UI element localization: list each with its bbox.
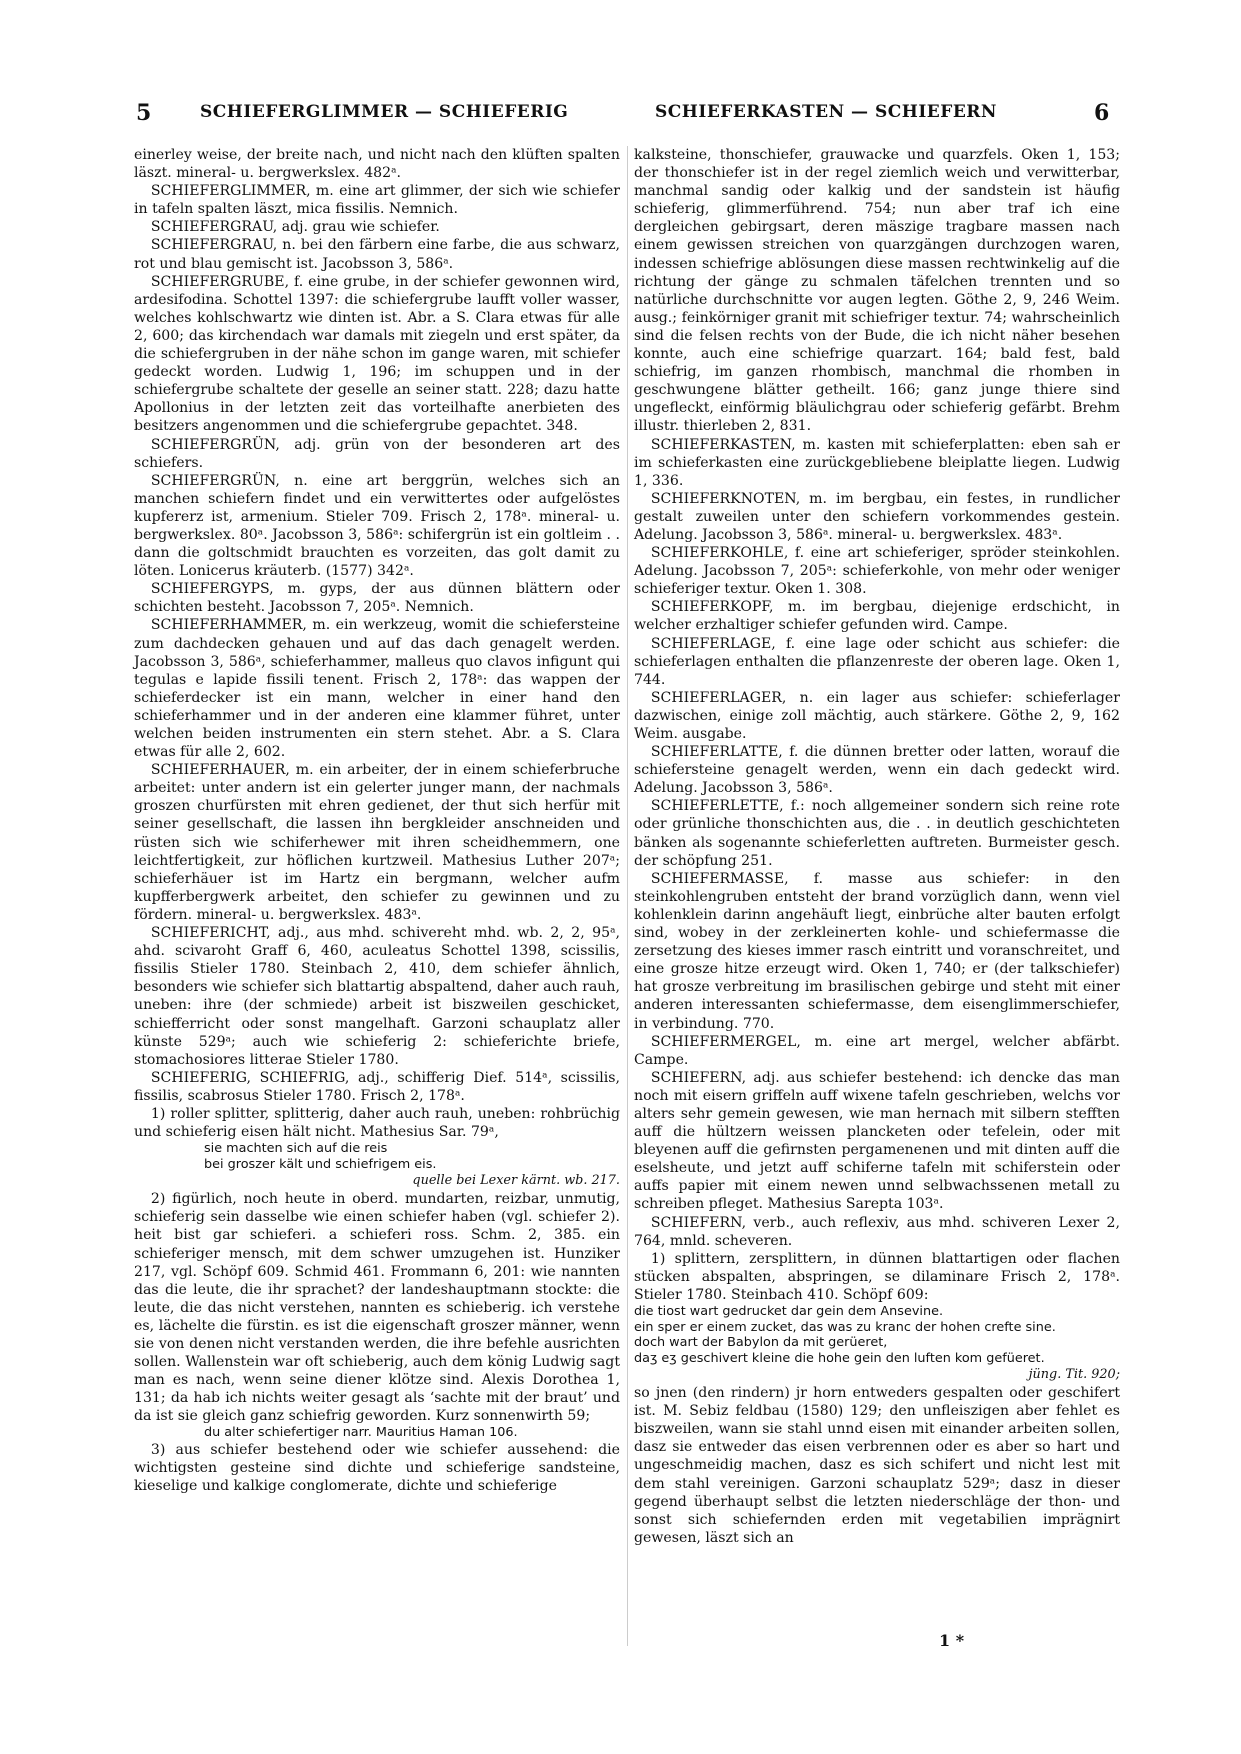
left-entry-paragraph: quelle bei Lexer kärnt. wb. 217. — [412, 1173, 620, 1189]
right-entry-paragraph: SCHIEFERMASSE, f. masse aus schiefer: in den steinkohlengruben entsteht der brand vorzüglich dann, wenn viel kohlenklein darinn angehäuft liegt, einbrüche alter bauten erfolgt sind, wobey in der zerkleinerten kohle- und schiefermasse die zersetzung des kieses immer rasch eintritt und voranschreitet, und eine grosze hitze erzeugt wird. Oken 1, 740; er (der talkschiefer) hat grosze verbreitung im brasilischen gebirge und steht mit einer anderen interessanten schiefermasse, dem eisenglimmerschiefer, in verbindung. 770. — [634, 870, 1120, 1032]
right-entry-paragraph: 1) splittern, zersplittern, in dünnen blattartigen oder flachen stücken abspalten, abspringen, se dilaminare Frisch 2, 178ᵃ. Stieler 1780. Steinbach 410. Schöpf 609: — [634, 1250, 1120, 1303]
right-entry-paragraph: SCHIEFERLAGER, n. ein lager aus schiefer: schieferlager dazwischen, einige zoll mächtig, auch stärkere. Göthe 2, 9, 162 Weim. ausgabe. — [634, 689, 1120, 742]
left-running-head: SCHIEFERGLIMMER — SCHIEFERIG — [200, 102, 569, 122]
right-entry-paragraph: jüng. Tit. 920; — [1028, 1367, 1120, 1382]
right-entry-paragraph: die tiost wart gedrucket dar gein dem Ansevine. ein sper er einem zucket, das was zu kranc der hohen crefte sine. doch wart der Babylon da mit gerüeret, daʒ eʒ geschivert kleine die hohe gein den luften kom gefüeret. — [634, 1304, 1056, 1366]
left-entry-paragraph: SCHIEFERGRÜN, n. eine art berggrün, welches sich an manchen schiefern findet und ein verwittertes oder aufgelöstes kupfererz ist, armenium. Stieler 709. Frisch 2, 178ᵃ. mineral- u. bergwerkslex. 80ᵃ. Jacobsson 3, 586ᵃ: schifergrün ist ein goltleim . . dann die goltschmidt brauchten es vorzeiten, das golt damit zu löten. Lonicerus kräuterb. (1577) 342ᵃ. — [134, 472, 620, 580]
left-entry-paragraph: du alter schiefertiger narr. Mauritius Haman 106. — [204, 1425, 518, 1441]
left-entry-paragraph: SCHIEFERGYPS, m. gyps, der aus dünnen blättern oder schichten besteht. Jacobsson 7, 205ᵃ. Nemnich. — [134, 581, 620, 616]
column-divider — [627, 146, 628, 1646]
right-column — [634, 146, 1120, 1547]
left-entry-paragraph: SCHIEFERGRAU, n. bei den färbern eine farbe, die aus schwarz, rot und blau gemischt ist. Jacobsson 3, 586ᵃ. — [134, 237, 620, 272]
left-entry-paragraph: SCHIEFERHAUER, m. ein arbeiter, der in einem schieferbruche arbeitet: unter andern ist ein gelerter junger mann, der nachmals groszen churfürsten mit ehren gedienet, der thut sich herfür mit seiner gesellschaft, die lassen ihn bergkleider anschneiden und rüsten sich wie schiferhewer mit ihren scheidhemmern, one leichtfertigkeit, zur höflichen kurtzweil. Mathesius Luther 207ᵃ; schieferhäuer ist im Hartz ein bergmann, welcher aufm kupfferbergwerk arbeitet, den schiefer zu gewinnen und zu fördern. mineral- u. bergwerkslex. 483ᵃ. — [134, 762, 620, 923]
right-entry-paragraph: so jnen (den rindern) jr horn entweders gespalten oder geschifert ist. M. Sebiz feldbau (1580) 129; den unfleiszigen aber fehlet es biszweilen, wann sie stahl unnd eisen mit einander arbeiten sollen, dasz sie entweder das eisen verbrennen oder es aber so hart und ungeschmeidig machen, dasz es sich schifert und nicht lest mit dem stahl vereinigen. Garzoni schauplatz 529ᵃ; dasz in dieser gegend überhaupt selbst die letzten niederschläge der thon- und sonst sich schiefernden erden mit vegetabilien imprägnirt gewesen, läszt sich an — [634, 1385, 1120, 1546]
left-entry-paragraph: SCHIEFERGRAU, adj. grau wie schiefer. — [150, 219, 440, 236]
left-entry-paragraph: SCHIEFERGRUBE, f. eine grube, in der schiefer gewonnen wird, ardesifodina. Schottel 1397: die schiefergrube laufft voller wasser, welches kohlschwartz wie dinten ist. Abr. a S. Clara etwas für alle 2, 600; das kirchendach war damals mit ziegeln und erst später, da die schiefergruben in der nähe schon im gange waren, mit schiefer gedeckt worden. Ludwig 1, 196; im schuppen und in der schiefergrube schaltete der geselle an seiner statt. 228; dazu hatte Apollonius in der letzten zeit das vorteilhafte anerbieten des besitzers angenommen und die schiefergrube gepachtet. 348. — [134, 273, 620, 435]
right-page-number: 6 — [1094, 100, 1110, 126]
left-column — [134, 146, 620, 1495]
left-entry-paragraph: SCHIEFERIG, SCHIEFRIG, adj., schifferig Dief. 514ᵃ, scissilis, fissilis, scabrosus Stieler 1780. Frisch 2, 178ᵃ. — [134, 1069, 620, 1104]
page-header — [136, 100, 1108, 132]
left-entry-paragraph: SCHIEFERICHT, adj., aus mhd. schivereht mhd. wb. 2, 2, 95ᵃ, ahd. scivaroht Graff 6, 460, aculeatus Schottel 1398, scissilis, fissilis Stieler 1780. Steinbach 2, 410, dem schiefer ähnlich, besonders wie schiefer sich blattartig abspaltend, daher auch rauh, uneben: ihre (der schmiede) arbeit ist biszweilen geschicket, schiefferricht oder sonst mangelhaft. Garzoni schauplatz aller künste 529ᵃ; auch wie schieferig 2: schieferichte briefe, stomachosiores litterae Stieler 1780. — [134, 925, 620, 1068]
left-entry-paragraph: einerley weise, der breite nach, und nicht nach den klüften spalten läszt. mineral- u. bergwerkslex. 482ᵃ. — [134, 147, 620, 182]
left-entry-paragraph: SCHIEFERHAMMER, m. ein werkzeug, womit die schiefersteine zum dachdecken gehauen und auf das dach genagelt werden. Jacobsson 3, 586ᵃ, schieferhammer, malleus quo clavos infigunt qui tegulas e lapide fissili tenent. Frisch 2, 178ᵃ: das wappen der schieferdecker ist ein mann, welcher in einer hand den schieferhammer und in der anderen eine klammer führet, unter welchen beiden instrumenten ein stern stehet. Abr. a S. Clara etwas für alle 2, 602. — [134, 617, 620, 761]
right-entry-paragraph: SCHIEFERKASTEN, m. kasten mit schieferplatten: eben sah er im schieferkasten eine zurückgebliebene bleiplatte liegen. Ludwig 1, 336. — [634, 436, 1120, 489]
signature-mark: 1 * — [939, 1631, 965, 1650]
left-entry-paragraph: SCHIEFERGLIMMER, m. eine art glimmer, der sich wie schiefer in tafeln spalten läszt, mica fissilis. Nemnich. — [134, 183, 620, 218]
left-entry-paragraph: 2) figürlich, noch heute in oberd. mundarten, reizbar, unmutig, schieferig sein dasselbe wie einen schiefer haben (vgl. schiefer 2). heit bist gar schieferi. a schieferi ross. Schm. 2, 385. ein schieferiger mensch, mit dem schwer umzugehen ist. Hunziker 217, vgl. Schöpf 609. Schmid 461. Frommann 6, 201: wie nannten das die leute, die ihr sprachet? der landeshauptmann stockte: die leute, die das nicht verstehen, nannten es schieberig. ich verstehe es, lächelte die fürstin. es ist die eigenschaft groszer männer, wenn sie von denen nicht verstanden werden, die ihre befehle ausrichten sollen. Wallenstein war oft schieberig, auch dem könig Ludwig sagt man es nach, wenn seine diener klötze sind. Alexis Dorothea 1, 131; da hab ich nichts weiter gesagt als ‘sachte mit der braut’ und da ist sie gleich ganz schiefrig geworden. Kurz sonnenwirth 59; — [134, 1191, 620, 1425]
left-page-number: 5 — [136, 100, 152, 126]
left-entry-paragraph: sie machten sich auf die reis bei groszer kält und schiefrigem eis. — [204, 1141, 437, 1172]
right-entry-paragraph: SCHIEFERKOPF, m. im bergbau, diejenige erdschicht, in welcher erzhaltiger schiefer gefunden wird. Campe. — [634, 599, 1120, 634]
right-entry-paragraph: SCHIEFERKNOTEN, m. im bergbau, ein festes, in rundlicher gestalt zuweilen unter den schiefern vorkommendes gestein. Adelung. Jacobsson 3, 586ᵃ. mineral- u. bergwerkslex. 483ᵃ. — [634, 490, 1120, 543]
right-entry-paragraph: kalksteine, thonschiefer, grauwacke und quarzfels. Oken 1, 153; der thonschiefer ist in der regel ziemlich weich und verwitterbar, manchmal sandig oder kalkig und der sandstein ist häufig schieferig, glimmerführend. 754; nun aber traf ich eine dergleichen gebirgsart, deren mäszige tragbare massen nach einem gewissen streichen von quarzgängen durchzogen waren, indessen schiefrige ablösungen diese massen rechtwinkelig auf die richtung der gänge zu schmalen täfelchen trennten und so natürliche durchschnitte vor augen legten. Göthe 2, 9, 246 Weim. ausg.; feinkörniger granit mit schiefriger textur. 74; wahrscheinlich sind die felsen rechts von der Bude, die ich nicht näher besehen konnte, auch eine schiefrige quarzart. 164; bald fest, bald schiefrig, im ganzen rhombisch, manchmal die rhomben in geschwungene blätter getheilt. 166; ganz junge thiere sind ungefleckt, einförmig bläulichgrau oder schieferig gefärbt. Brehm illustr. thierleben 2, 831. — [634, 147, 1120, 435]
right-entry-paragraph: SCHIEFERN, adj. aus schiefer bestehend: ich dencke das man noch mit eisern griffeln auff wixene tafeln geschrieben, welchs vor alters sehr gemein gewesen, wie man hernach mit silbern stefften auff die hültzern weissen plancketen oder tefelein, oder mit bleyenen auff die gefirnsten pergamenenen und mit dinten auff die eselsheute, und jetzt auff schiferne tafeln mit schiferstein oder auffs papier mit einem newen unnd selbwachssenen metall zu schreiben pfleget. Mathesius Sarepta 103ᵃ. — [634, 1069, 1120, 1213]
right-entry-paragraph: SCHIEFERLAGE, f. eine lage oder schicht aus schiefer: die schieferlagen enthalten die pflanzenreste der oberen lage. Oken 1, 744. — [634, 635, 1120, 688]
left-entry-paragraph: 3) aus schiefer bestehend oder wie schiefer aussehend: die wichtigsten gesteine sind dichte und schieferige sandsteine, kieselige und kalkige conglomerate, dichte und schieferige — [134, 1441, 620, 1495]
right-entry-paragraph: SCHIEFERN, verb., auch reflexiv, aus mhd. schiveren Lexer 2, 764, mnld. scheveren. — [634, 1214, 1120, 1249]
left-entry-paragraph: 1) roller splitter, splitterig, daher auch rauh, uneben: rohbrüchig und schieferig eisen hält nicht. Mathesius Sar. 79ᵃ, — [134, 1105, 620, 1141]
right-entry-paragraph: SCHIEFERLETTE, f.: noch allgemeiner sondern sich reine rote oder grünliche thonschichten aus, die . . in deutlich geschichteten bänken als sogenannte schieferletten auftreten. Burmeister gesch. der schöpfung 251. — [634, 798, 1120, 869]
right-running-head: SCHIEFERKASTEN — SCHIEFERN — [655, 102, 997, 122]
right-entry-paragraph: SCHIEFERMERGEL, m. eine art mergel, welcher abfärbt. Campe. — [634, 1033, 1120, 1068]
left-entry-paragraph: SCHIEFERGRÜN, adj. grün von der besonderen art des schiefers. — [134, 436, 620, 471]
right-entry-paragraph: SCHIEFERLATTE, f. die dünnen bretter oder latten, worauf die schiefersteine genagelt werden, wenn ein dach gedeckt wird. Adelung. Jacobsson 3, 586ᵃ. — [634, 744, 1120, 797]
right-entry-paragraph: SCHIEFERKOHLE, f. eine art schieferiger, spröder steinkohlen. Adelung. Jacobsson 7, 205ᵃ: schieferkohle, von mehr oder weniger schieferiger textur. Oken 1. 308. — [634, 545, 1120, 598]
